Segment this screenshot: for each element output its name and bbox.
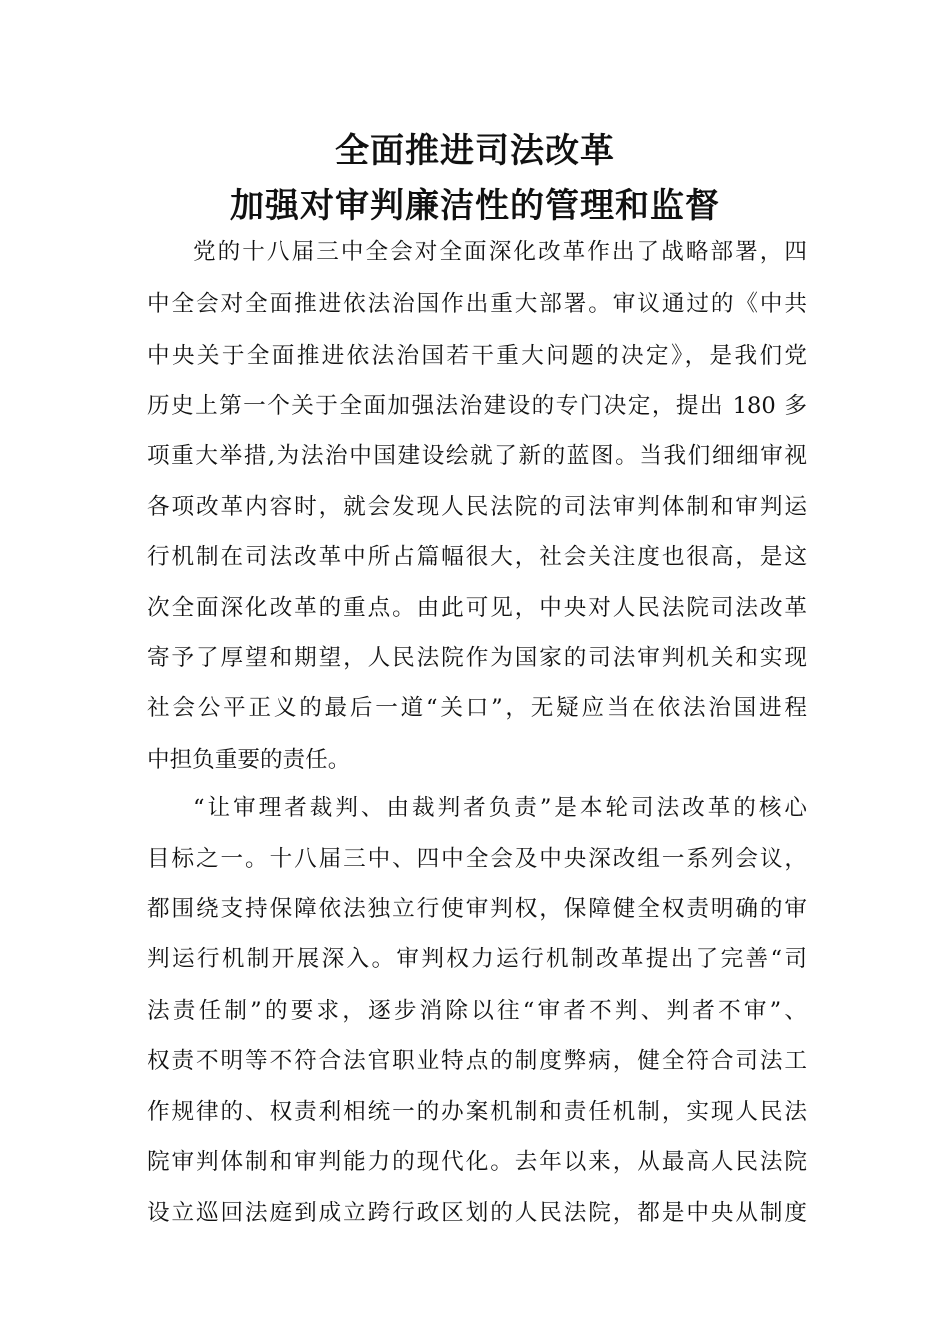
- paragraph-line: 党的十八届三中全会对全面深化改革作出了战略部署，四: [193, 239, 807, 265]
- paragraph-line: 历史上第一个关于全面加强法治建设的专门决定，提出 180 多: [147, 393, 807, 419]
- document-title-line-1: 全面推进司法改革: [335, 131, 615, 171]
- paragraph-line: 中担负重要的责任。: [147, 747, 351, 773]
- paragraph-line: 行机制在司法改革中所占篇幅很大，社会关注度也很高，是这: [147, 544, 807, 570]
- paragraph-line: 社会公平正义的最后一道“关口”，无疑应当在依法治国进程: [147, 695, 807, 721]
- paragraph-line: 次全面深化改革的重点。由此可见，中央对人民法院司法改革: [147, 595, 807, 621]
- paragraph-line: 目标之一。十八届三中、四中全会及中央深改组一系列会议，: [147, 846, 807, 872]
- paragraph-line: 都围绕支持保障依法独立行使审判权，保障健全权责明确的审: [147, 896, 807, 922]
- paragraph-line: 权责不明等不符合法官职业特点的制度弊病，健全符合司法工: [147, 1048, 807, 1074]
- paragraph-line: 寄予了厚望和期望，人民法院作为国家的司法审判机关和实现: [147, 645, 807, 671]
- paragraph-line: 设立巡回法庭到成立跨行政区划的人民法院，都是中央从制度: [147, 1200, 807, 1226]
- paragraph-line: 判运行机制开展深入。审判权力运行机制改革提出了完善“司: [147, 946, 807, 972]
- paragraph-line: 作规律的、权责利相统一的办案机制和责任机制，实现人民法: [147, 1099, 807, 1125]
- paragraph-line: 项重大举措,为法治中国建设绘就了新的蓝图。当我们细细审视: [147, 443, 807, 469]
- paragraph-line: 院审判体制和审判能力的现代化。去年以来，从最高人民法院: [147, 1149, 807, 1175]
- paragraph-line: 各项改革内容时，就会发现人民法院的司法审判体制和审判运: [147, 494, 807, 520]
- paragraph-line: “让审理者裁判、由裁判者负责”是本轮司法改革的核心: [193, 795, 807, 821]
- document-title-line-2: 加强对审判廉洁性的管理和监督: [230, 186, 720, 226]
- paragraph-line: 中全会对全面推进依法治国作出重大部署。审议通过的《中共: [147, 291, 807, 317]
- paragraph-line: 法责任制”的要求，逐步消除以往“审者不判、判者不审”、: [147, 998, 807, 1024]
- paragraph-line: 中央关于全面推进依法治国若干重大问题的决定》，是我们党: [147, 343, 807, 369]
